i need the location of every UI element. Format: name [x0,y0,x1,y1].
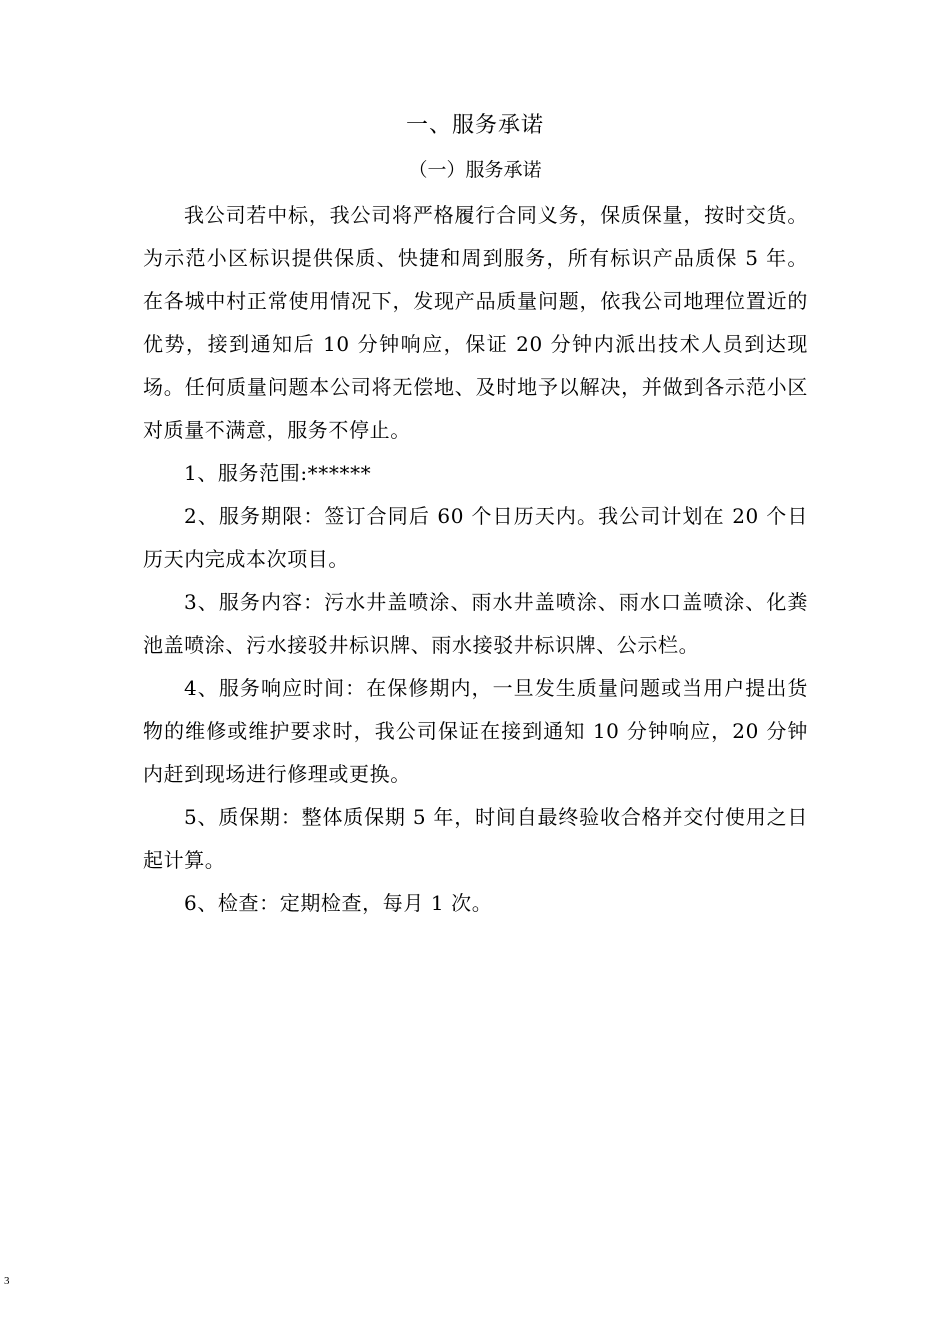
service-period-paragraph: 2、服务期限：签订合同后 60 个日历天内。我公司计划在 20 个日历天内完成本次项目。 [143,504,808,571]
response-time-paragraph: 4、服务响应时间：在保修期内，一旦发生质量问题或当用户提出货物的维修或维护要求时，我公司保证在接到通知 10 分钟响应，20 分钟内赶到现场进行修理或更换。 [143,676,808,786]
service-scope-paragraph: 1、服务范围:****** [184,461,372,485]
warranty-paragraph: 5、质保期：整体质保期 5 年，时间自最终验收合格并交付使用之日起计算。 [143,805,808,872]
subsection-title: （一）服务承诺 [408,159,542,181]
service-content-paragraph: 3、服务内容：污水井盖喷涂、雨水井盖喷涂、雨水口盖喷涂、化粪池盖喷涂、污水接驳井标识牌、雨水接驳井标识牌、公示栏。 [143,590,808,657]
section-title: 一、服务承诺 [405,113,544,138]
intro-paragraph: 我公司若中标，我公司将严格履行合同义务，保质保量，按时交货。为示范小区标识提供保质、快捷和周到服务，所有标识产品质保 5 年。在各城中村正常使用情况下，发现产品质量问题，依我公司地理位置近的优势，接到通知后 10 分钟响应，保证 20 分钟内派出技术人员到达现场。任何质量问题本公司将无偿地、及时地予以解决，并做到各示范小区对质量不满意，服务不停止。 [143,203,808,442]
page-number: 3 [4,1275,10,1287]
body-text [143,194,808,925]
inspection-paragraph: 6、检查：定期检查，每月 1 次。 [184,891,493,915]
